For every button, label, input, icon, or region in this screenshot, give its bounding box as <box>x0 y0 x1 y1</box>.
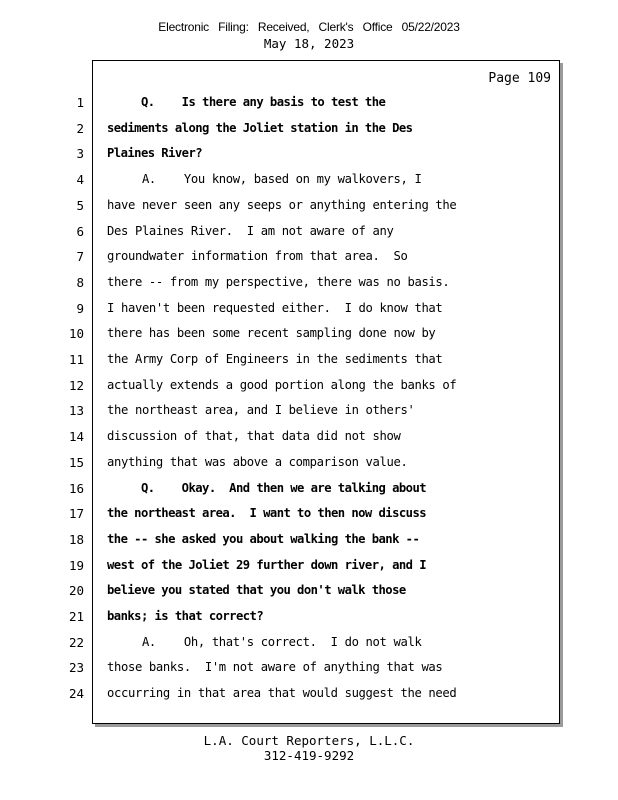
line-number: 16 <box>68 480 84 496</box>
answer-line: actually extends a good portion along the banks of <box>107 377 457 392</box>
line-number: 9 <box>76 300 84 316</box>
answer-line: the Army Corp of Engineers in the sediments that <box>107 352 443 366</box>
answer-line: there has been some recent sampling done now by <box>107 326 436 341</box>
line-number: 24 <box>68 686 84 702</box>
line-number: 14 <box>68 429 84 445</box>
line-number: 19 <box>68 557 84 573</box>
line-number: 23 <box>68 660 84 676</box>
question-line: Q. Okay. And then we are talking about <box>107 480 427 495</box>
line-number: 10 <box>68 326 84 342</box>
answer-line: the northeast area, and I believe in others' <box>107 403 415 418</box>
line-number: 2 <box>76 120 84 136</box>
question-line: sediments along the Joliet station in the Des <box>107 120 413 135</box>
filing-stamp: Electronic Filing: Received, Clerk's Office 05/22/2023 <box>158 20 460 34</box>
line-number: 17 <box>68 506 84 522</box>
line-number: 7 <box>76 249 84 265</box>
reporter-company: L.A. Court Reporters, L.L.C. <box>203 733 415 748</box>
line-number: 15 <box>68 454 84 470</box>
answer-line: I haven't been requested either. I do know that <box>107 300 443 315</box>
question-line: the northeast area. I want to then now discuss <box>107 506 427 521</box>
answer-line: there -- from my perspective, there was no basis. <box>107 274 450 289</box>
line-number: 22 <box>68 634 84 650</box>
line-number: 5 <box>76 197 84 213</box>
answer-line: A. Oh, that's correct. I do not walk <box>107 634 422 649</box>
answer-line: those banks. I'm not aware of anything that was <box>107 660 443 675</box>
question-line: west of the Joliet 29 further down river, and I <box>107 557 427 572</box>
question-line: believe you stated that you don't walk those <box>107 583 406 598</box>
question-line: Plaines River? <box>107 146 203 161</box>
line-number: 6 <box>76 223 84 239</box>
line-number: 4 <box>76 172 84 188</box>
page-number: Page 109 <box>488 71 551 86</box>
question-line: banks; is that correct? <box>107 609 264 623</box>
line-number: 20 <box>68 583 84 599</box>
reporter-phone: 312-419-9292 <box>263 748 355 763</box>
line-number: 3 <box>76 146 84 162</box>
question-line: Q. Is there any basis to test the <box>107 95 386 109</box>
line-number: 12 <box>68 377 84 393</box>
line-number: 18 <box>68 531 84 547</box>
line-number: 13 <box>68 403 84 419</box>
answer-line: groundwater information from that area. So <box>107 249 408 264</box>
question-line: the -- she asked you about walking the bank -- <box>107 531 420 546</box>
answer-line: discussion of that, that data did not show <box>107 429 401 444</box>
line-number: 1 <box>76 95 84 110</box>
answer-line: anything that was above a comparison value. <box>107 454 408 469</box>
answer-line: Des Plaines River. I am not aware of any <box>107 223 394 238</box>
answer-line: have never seen any seeps or anything entering the <box>107 197 457 212</box>
line-number: 21 <box>68 609 84 624</box>
line-number: 8 <box>76 274 84 290</box>
answer-line: A. You know, based on my walkovers, I <box>107 172 422 187</box>
line-number: 11 <box>68 352 84 367</box>
answer-line: occurring in that area that would suggest the need <box>107 686 457 701</box>
transcript-date: May 18, 2023 <box>263 36 355 51</box>
